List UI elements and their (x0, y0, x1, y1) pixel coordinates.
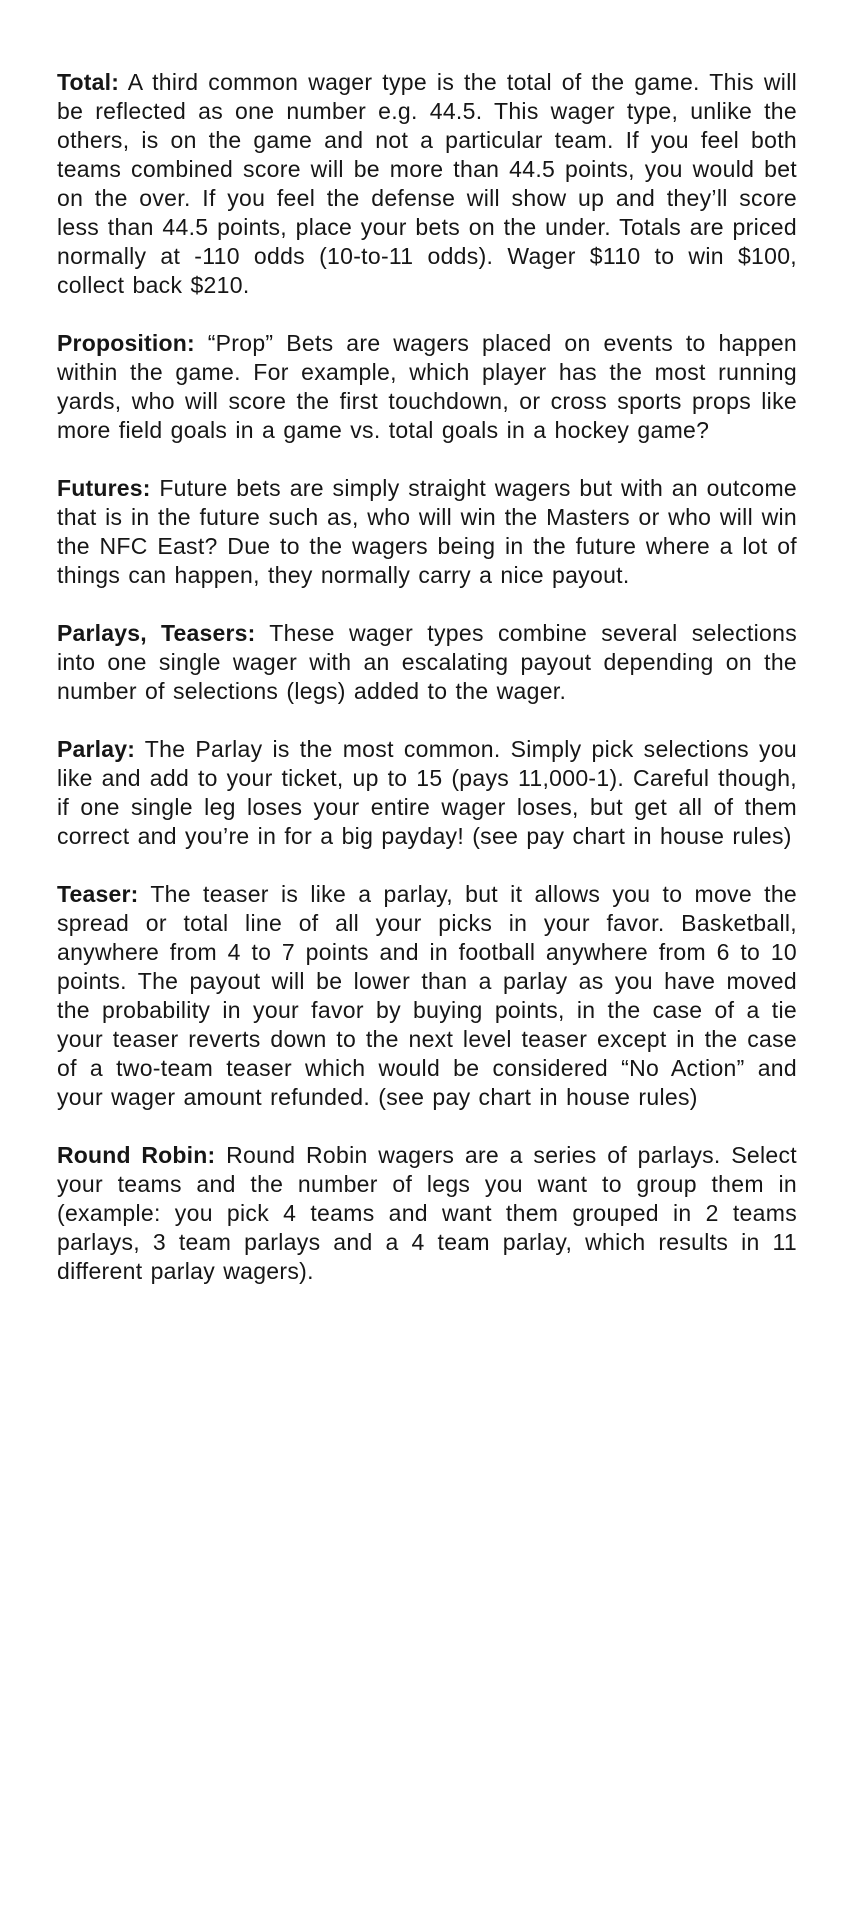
body-round-robin: Round Robin wagers are a series of parlays. Select your teams and the number of legs you want to group them in (example: you pick 4 teams and want them grouped in 2 teams parlays, 3 team parlays and a 4 team parlay, which results in 11 different parlay wagers). (57, 1142, 797, 1284)
body-proposition: “Prop” Bets are wagers placed on events to happen within the game. For example, which player has the most running yards, who will score the first touchdown, or cross sports props like more field goals in a game vs. total goals in a hockey game? (57, 330, 797, 443)
term-teaser: Teaser: (57, 881, 139, 907)
paragraph-futures (57, 474, 797, 590)
body-parlays-teasers: These wager types combine several selections into one single wager with an escalating payout depending on the number of selections (legs) added to the wager. (57, 620, 797, 704)
paragraph-parlays-teasers (57, 619, 797, 706)
term-proposition: Proposition: (57, 330, 195, 356)
body-parlay: The Parlay is the most common. Simply pick selections you like and add to your ticket, up to 15 (pays 11,000-1). Careful though, if one single leg loses your entire wager loses, but get all of them correct and you’re in for a big payday! (see pay chart in house rules) (57, 736, 797, 849)
term-total: Total: (57, 69, 120, 95)
term-futures: Futures: (57, 475, 151, 501)
body-futures: Future bets are simply straight wagers but with an outcome that is in the future such as, who will win the Masters or who will win the NFC East? Due to the wagers being in the future where a lot of things can happen, they normally carry a nice payout. (57, 475, 797, 588)
body-total: A third common wager type is the total of the game. This will be reflected as one number e.g. 44.5. This wager type, unlike the others, is on the game and not a particular team. If you feel both teams combined score will be more than 44.5 points, you would bet on the over. If you feel the defense will show up and they’ll score less than 44.5 points, place your bets on the under. Totals are priced normally at -110 odds (10-to-11 odds). Wager $110 to win $100, collect back $210. (57, 69, 798, 298)
term-parlay: Parlay: (57, 736, 136, 762)
paragraph-teaser (57, 880, 797, 1112)
term-round-robin: Round Robin: (57, 1142, 216, 1168)
paragraph-parlay (57, 735, 797, 851)
paragraph-total (57, 68, 797, 300)
body-teaser: The teaser is like a parlay, but it allows you to move the spread or total line of all your picks in your favor. Basketball, anywhere from 4 to 7 points and in football anywhere from 6 to 10 points. The payout will be lower than a parlay as you have moved the probability in your favor by buying points, in the case of a tie your teaser reverts down to the next level teaser except in the case of a two-team teaser which would be considered “No Action” and your wager amount refunded. (see pay chart in house rules) (57, 881, 797, 1110)
paragraph-round-robin (57, 1141, 797, 1286)
term-parlays-teasers: Parlays, Teasers: (57, 620, 256, 646)
paragraph-proposition (57, 329, 797, 445)
